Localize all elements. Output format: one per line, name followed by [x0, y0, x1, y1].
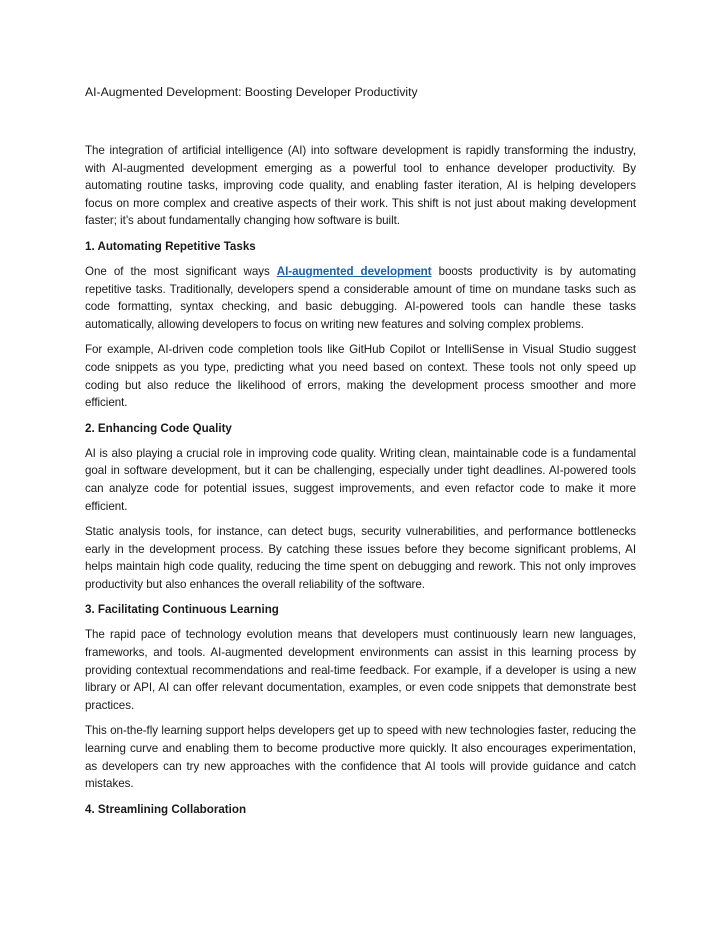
section-heading-code-quality: 2. Enhancing Code Quality [85, 421, 232, 435]
section-automating-paragraph-1 [85, 263, 636, 333]
document-title: AI-Augmented Development: Boosting Developer Productivity [85, 85, 418, 99]
paragraph-text: boosts productivity is by automating repetitive tasks. Traditionally, developers spend a considerable amount of time on mundane tasks such as code formatting, syntax checking, and basic debugging. AI-powered tools can handle these tasks automatically, allowing developers to focus on writing new features and solving complex problems. [85, 264, 636, 331]
section-code-quality-paragraph-2: Static analysis tools, for instance, can detect bugs, security vulnerabilities, and performance bottlenecks early in the development process. By catching these issues before they become significant problems, AI helps maintain high code quality, reducing the time spent on debugging and rework. This not only improves productivity but also enhances the overall reliability of the software. [85, 525, 636, 591]
section-code-quality-paragraph-1: AI is also playing a crucial role in improving code quality. Writing clean, maintainable code is a fundamental goal in software development, but it can be challenging, especially under tight deadlines. AI-powered tools can analyze code for potential issues, suggest improvements, and even refactor code to make it more efficient. [85, 446, 636, 513]
intro-paragraph: The integration of artificial intelligence (AI) into software development is rapidly transforming the industry, with AI-augmented development emerging as a powerful tool to enhance developer productivity. By automating routine tasks, improving code quality, and enabling faster iteration, AI is helping developers focus on more complex and creative aspects of their work. This shift is not just about making development faster; it’s about fundamentally changing how software is built. [85, 144, 636, 228]
section-heading-automating: 1. Automating Repetitive Tasks [85, 239, 256, 253]
ai-augmented-development-link[interactable]: AI-augmented development [276, 264, 432, 278]
section-heading-collaboration: 4. Streamlining Collaboration [85, 802, 247, 816]
section-continuous-learning-paragraph-2: This on-the-fly learning support helps developers get up to speed with new technologies faster, reducing the learning curve and enabling them to become productive more quickly. It also encourages experimentation, as developers can try new approaches with the confidence that AI tools will provide guidance and catch mistakes. [85, 724, 636, 791]
section-heading-continuous-learning: 3. Facilitating Continuous Learning [85, 603, 279, 617]
section-continuous-learning-paragraph-1: The rapid pace of technology evolution means that developers must continuously learn new languages, frameworks, and tools. AI-augmented development environments can assist in this learning process by providing contextual recommendations and real-time feedback. For example, if a developer is using a new library or API, AI can offer relevant documentation, examples, or even code snippets that demonstrate best practices. [85, 628, 636, 712]
paragraph-text: One of the most significant ways [85, 264, 277, 278]
section-automating-paragraph-2: For example, AI-driven code completion tools like GitHub Copilot or IntelliSense in Visual Studio suggest code snippets as you type, predicting what you need based on context. These tools not only speed up coding but also reduce the likelihood of errors, making the development process smoother and more efficient. [85, 343, 636, 410]
